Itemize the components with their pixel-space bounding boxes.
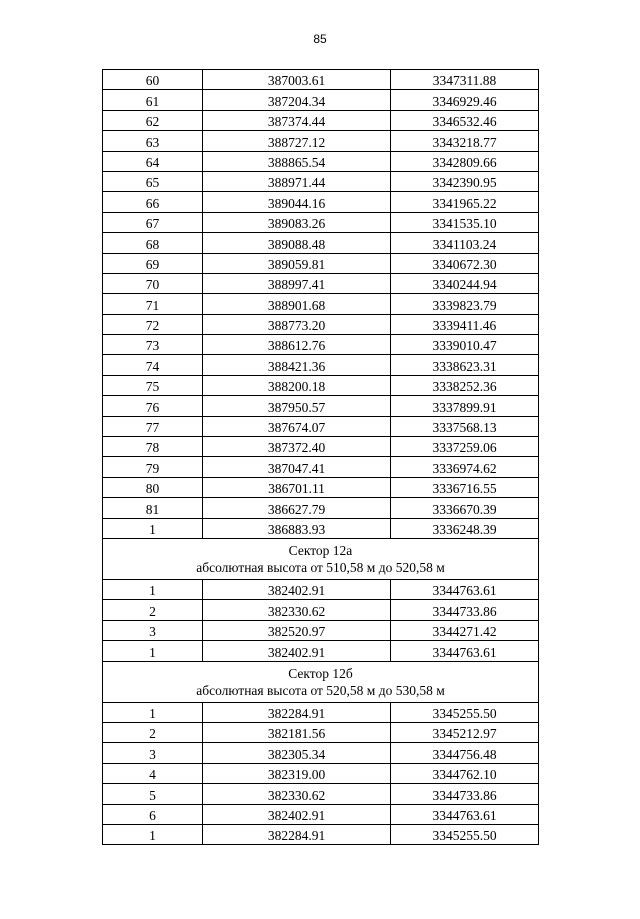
point-number-cell: 5 [103,784,203,804]
table-row [103,498,539,518]
y-coordinate-cell: 3341103.24 [391,233,539,253]
table-row [103,579,539,599]
table-row [103,641,539,661]
x-coordinate-cell: 388971.44 [203,171,391,191]
table-row [103,477,539,497]
point-number-cell: 73 [103,335,203,355]
sector-header-row [103,538,539,579]
table-row [103,273,539,293]
table-row [103,375,539,395]
point-number-cell: 6 [103,804,203,824]
sector-title: Сектор 12б [288,665,353,681]
y-coordinate-cell: 3344762.10 [391,763,539,783]
table-row [103,784,539,804]
table-row [103,804,539,824]
point-number-cell: 1 [103,702,203,722]
y-coordinate-cell: 3341965.22 [391,192,539,212]
y-coordinate-cell: 3346532.46 [391,110,539,130]
point-number-cell: 2 [103,600,203,620]
coordinates-table [102,69,539,845]
x-coordinate-cell: 388773.20 [203,314,391,334]
table-row [103,600,539,620]
y-coordinate-cell: 3336974.62 [391,457,539,477]
y-coordinate-cell: 3342390.95 [391,171,539,191]
x-coordinate-cell: 382330.62 [203,600,391,620]
table-row [103,131,539,151]
y-coordinate-cell: 3336248.39 [391,518,539,538]
table-row [103,457,539,477]
point-number-cell: 80 [103,477,203,497]
table-row [103,702,539,722]
table-row [103,171,539,191]
y-coordinate-cell: 3345255.50 [391,702,539,722]
table-row [103,70,539,90]
coordinates-table-body [103,70,539,845]
x-coordinate-cell: 382520.97 [203,620,391,640]
table-row [103,294,539,314]
x-coordinate-cell: 387047.41 [203,457,391,477]
table-row [103,192,539,212]
point-number-cell: 1 [103,579,203,599]
x-coordinate-cell: 388865.54 [203,151,391,171]
y-coordinate-cell: 3344763.61 [391,641,539,661]
y-coordinate-cell: 3336716.55 [391,477,539,497]
y-coordinate-cell: 3343218.77 [391,131,539,151]
point-number-cell: 71 [103,294,203,314]
y-coordinate-cell: 3337899.91 [391,396,539,416]
point-number-cell: 62 [103,110,203,130]
x-coordinate-cell: 382305.34 [203,743,391,763]
x-coordinate-cell: 387374.44 [203,110,391,130]
x-coordinate-cell: 382181.56 [203,722,391,742]
y-coordinate-cell: 3338252.36 [391,375,539,395]
x-coordinate-cell: 388200.18 [203,375,391,395]
x-coordinate-cell: 382284.91 [203,702,391,722]
table-row [103,743,539,763]
x-coordinate-cell: 382319.00 [203,763,391,783]
table-row [103,416,539,436]
y-coordinate-cell: 3339411.46 [391,314,539,334]
x-coordinate-cell: 382402.91 [203,804,391,824]
point-number-cell: 81 [103,498,203,518]
point-number-cell: 67 [103,212,203,232]
x-coordinate-cell: 387674.07 [203,416,391,436]
x-coordinate-cell: 382402.91 [203,641,391,661]
table-row [103,763,539,783]
sector-header-cell [103,538,539,579]
y-coordinate-cell: 3347311.88 [391,70,539,90]
page-number: 85 [313,32,327,46]
point-number-cell: 68 [103,233,203,253]
x-coordinate-cell: 388612.76 [203,335,391,355]
point-number-cell: 2 [103,722,203,742]
x-coordinate-cell: 382330.62 [203,784,391,804]
sector-header-row [103,661,539,702]
table-row [103,620,539,640]
table-row [103,233,539,253]
sector-altitude-range: абсолютная высота от 520,58 м до 530,58 м [196,682,445,698]
x-coordinate-cell: 382284.91 [203,824,391,844]
y-coordinate-cell: 3340244.94 [391,273,539,293]
point-number-cell: 70 [103,273,203,293]
point-number-cell: 75 [103,375,203,395]
point-number-cell: 64 [103,151,203,171]
x-coordinate-cell: 386627.79 [203,498,391,518]
table-row [103,314,539,334]
y-coordinate-cell: 3339010.47 [391,335,539,355]
point-number-cell: 78 [103,437,203,457]
x-coordinate-cell: 387204.34 [203,90,391,110]
y-coordinate-cell: 3342809.66 [391,151,539,171]
x-coordinate-cell: 382402.91 [203,579,391,599]
y-coordinate-cell: 3345255.50 [391,824,539,844]
point-number-cell: 76 [103,396,203,416]
x-coordinate-cell: 389088.48 [203,233,391,253]
point-number-cell: 1 [103,518,203,538]
point-number-cell: 60 [103,70,203,90]
y-coordinate-cell: 3337259.06 [391,437,539,457]
x-coordinate-cell: 389083.26 [203,212,391,232]
y-coordinate-cell: 3336670.39 [391,498,539,518]
y-coordinate-cell: 3344763.61 [391,579,539,599]
y-coordinate-cell: 3337568.13 [391,416,539,436]
y-coordinate-cell: 3338623.31 [391,355,539,375]
y-coordinate-cell: 3346929.46 [391,90,539,110]
point-number-cell: 1 [103,641,203,661]
x-coordinate-cell: 386701.11 [203,477,391,497]
table-row [103,518,539,538]
y-coordinate-cell: 3340672.30 [391,253,539,273]
x-coordinate-cell: 388997.41 [203,273,391,293]
table-row [103,253,539,273]
point-number-cell: 65 [103,171,203,191]
point-number-cell: 69 [103,253,203,273]
table-row [103,90,539,110]
y-coordinate-cell: 3344733.86 [391,784,539,804]
x-coordinate-cell: 388901.68 [203,294,391,314]
sector-header-cell [103,661,539,702]
point-number-cell: 3 [103,620,203,640]
point-number-cell: 63 [103,131,203,151]
point-number-cell: 77 [103,416,203,436]
table-row [103,437,539,457]
y-coordinate-cell: 3341535.10 [391,212,539,232]
sector-altitude-range: абсолютная высота от 510,58 м до 520,58 м [196,559,445,575]
y-coordinate-cell: 3339823.79 [391,294,539,314]
table-row [103,335,539,355]
point-number-cell: 72 [103,314,203,334]
y-coordinate-cell: 3344271.42 [391,620,539,640]
table-row [103,824,539,844]
table-row [103,212,539,232]
x-coordinate-cell: 389059.81 [203,253,391,273]
table-row [103,110,539,130]
x-coordinate-cell: 387950.57 [203,396,391,416]
x-coordinate-cell: 386883.93 [203,518,391,538]
x-coordinate-cell: 388727.12 [203,131,391,151]
x-coordinate-cell: 389044.16 [203,192,391,212]
x-coordinate-cell: 388421.36 [203,355,391,375]
point-number-cell: 79 [103,457,203,477]
point-number-cell: 3 [103,743,203,763]
table-row [103,355,539,375]
y-coordinate-cell: 3344763.61 [391,804,539,824]
point-number-cell: 61 [103,90,203,110]
point-number-cell: 66 [103,192,203,212]
table-row [103,396,539,416]
point-number-cell: 1 [103,824,203,844]
x-coordinate-cell: 387372.40 [203,437,391,457]
y-coordinate-cell: 3344756.48 [391,743,539,763]
y-coordinate-cell: 3345212.97 [391,722,539,742]
table-row [103,151,539,171]
y-coordinate-cell: 3344733.86 [391,600,539,620]
point-number-cell: 74 [103,355,203,375]
point-number-cell: 4 [103,763,203,783]
table-row [103,722,539,742]
sector-title: Сектор 12а [288,542,353,558]
x-coordinate-cell: 387003.61 [203,70,391,90]
